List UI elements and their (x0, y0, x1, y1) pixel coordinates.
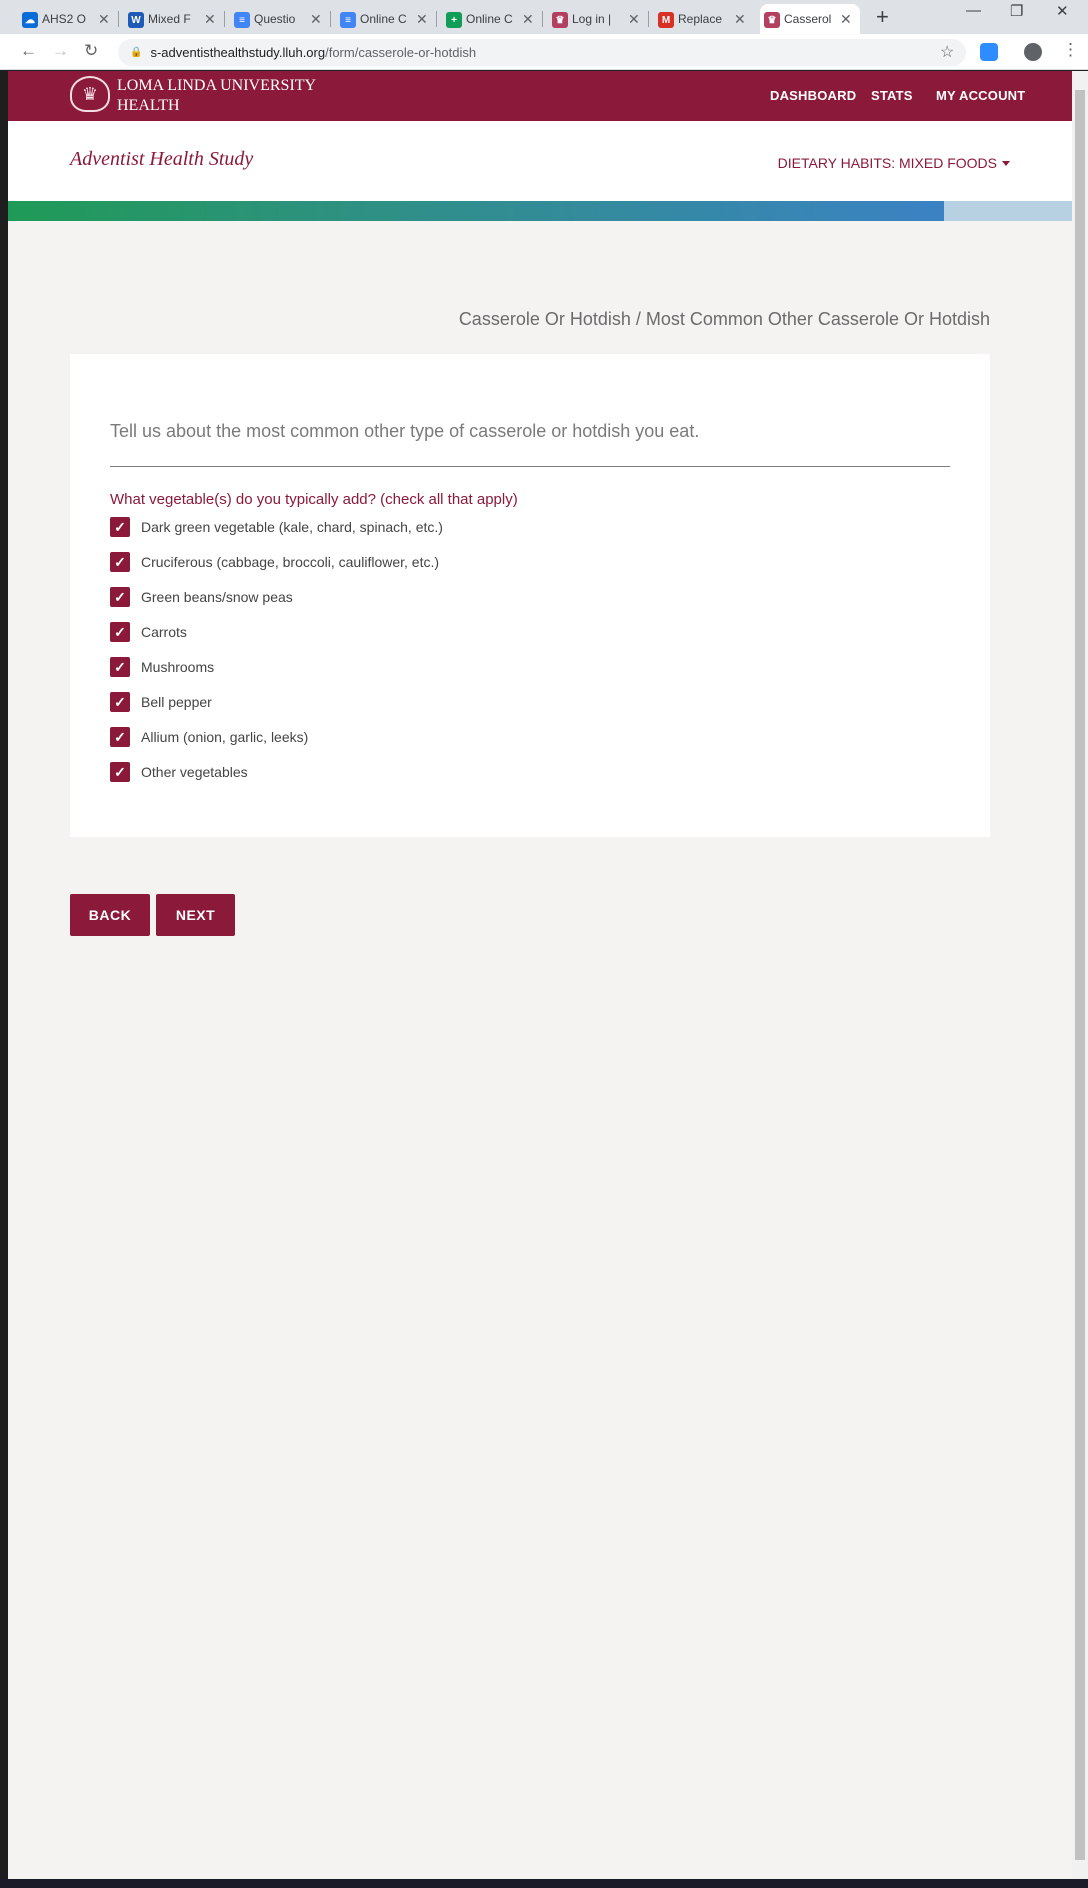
close-window-icon[interactable]: ✕ (1056, 3, 1069, 20)
reload-icon[interactable]: ↻ (84, 41, 99, 60)
question-text: What vegetable(s) do you typically add? (check all that apply) (110, 491, 518, 508)
study-subheader (8, 121, 1072, 201)
nav-dashboard[interactable]: DASHBOARD (770, 88, 857, 103)
profile-avatar-icon[interactable] (1024, 43, 1042, 61)
option-label: Allium (onion, garlic, leeks) (141, 729, 309, 745)
option-bell-pepper[interactable] (110, 692, 212, 712)
os-taskbar (0, 1879, 1088, 1888)
option-cruciferous[interactable] (110, 552, 439, 572)
address-bar[interactable] (118, 39, 966, 66)
docs-icon: ≡ (234, 12, 250, 28)
option-label: Mushrooms (141, 659, 215, 675)
back-arrow-icon[interactable]: ← (20, 41, 37, 60)
nav-my-account[interactable]: MY ACCOUNT (936, 88, 1026, 103)
llu-seal-icon: ♛ (552, 12, 568, 28)
checkbox-checked[interactable]: ✓ (110, 762, 130, 782)
university-name-line2: HEALTH (117, 97, 180, 114)
tab-title: Questio (254, 12, 296, 26)
section-dropdown[interactable] (778, 155, 1010, 171)
url-host: s-adventisthealthstudy.lluh.org (150, 45, 326, 60)
browser-tab-strip (0, 0, 1088, 34)
browser-menu-icon[interactable]: ⋮ (1062, 40, 1079, 59)
tab-title: Casserol (784, 12, 832, 26)
checkbox-checked[interactable]: ✓ (110, 622, 130, 642)
llu-seal-logo-icon[interactable]: ♛ (70, 76, 110, 112)
tab-title: Online C (360, 12, 407, 26)
close-tab-icon[interactable]: ✕ (522, 10, 534, 27)
checkbox-checked[interactable]: ✓ (110, 727, 130, 747)
form-breadcrumb: Casserole Or Hotdish / Most Common Other Casserole Or Hotdish (458, 309, 990, 329)
checkbox-checked[interactable]: ✓ (110, 517, 130, 537)
tab-title: Log in | (572, 12, 612, 26)
browser-tab[interactable] (336, 4, 436, 34)
university-name[interactable] (117, 76, 347, 116)
option-other-vegetables[interactable] (110, 762, 248, 782)
new-tab-icon[interactable]: + (876, 4, 889, 29)
university-name-line1: LOMA LINDA UNIVERSITY (117, 77, 317, 94)
option-allium[interactable] (110, 727, 308, 747)
close-tab-icon[interactable]: ✕ (98, 10, 110, 27)
option-label: Green beans/snow peas (141, 589, 293, 605)
browser-toolbar (0, 34, 1088, 70)
desktop-edge (0, 71, 8, 1879)
browser-tab-active[interactable] (760, 4, 860, 34)
browser-tab[interactable] (654, 4, 754, 34)
forward-arrow-icon[interactable]: → (52, 41, 69, 60)
question-card (70, 354, 990, 837)
close-tab-icon[interactable]: ✕ (840, 10, 852, 27)
gmail-icon: M (658, 12, 674, 28)
bookmark-star-icon[interactable]: ☆ (940, 44, 955, 61)
sheets-icon: + (446, 12, 462, 28)
url-path: /form/casserole-or-hotdish (325, 45, 477, 60)
tab-title: AHS2 O (42, 12, 87, 26)
checkbox-checked[interactable]: ✓ (110, 657, 130, 677)
option-label: Other vegetables (141, 764, 248, 780)
minimize-icon[interactable]: — (966, 2, 981, 19)
word-icon: W (128, 12, 144, 28)
browser-tab[interactable] (230, 4, 330, 34)
close-tab-icon[interactable]: ✕ (310, 10, 322, 27)
tab-title: Replace (678, 12, 723, 26)
checkbox-checked[interactable]: ✓ (110, 552, 130, 572)
docs-icon: ≡ (340, 12, 356, 28)
progress-bar-fill (8, 201, 944, 221)
divider (110, 466, 950, 467)
study-title[interactable]: Adventist Health Study (70, 148, 254, 170)
close-tab-icon[interactable]: ✕ (734, 10, 746, 27)
caret-down-icon (1002, 161, 1010, 166)
browser-tab[interactable] (442, 4, 542, 34)
restore-icon[interactable]: ❐ (1010, 3, 1024, 20)
option-label: Bell pepper (141, 694, 212, 710)
zoom-extension-icon[interactable] (980, 43, 998, 61)
checkbox-checked[interactable]: ✓ (110, 587, 130, 607)
section-dropdown-label: DIETARY HABITS: MIXED FOODS (777, 155, 997, 171)
next-button[interactable]: NEXT (156, 894, 235, 936)
nav-stats[interactable]: STATS (871, 88, 913, 103)
back-button[interactable]: BACK (70, 894, 150, 936)
lock-icon: 🔒 (130, 47, 143, 58)
checkbox-checked[interactable]: ✓ (110, 692, 130, 712)
option-label: Carrots (141, 624, 187, 640)
close-tab-icon[interactable]: ✕ (416, 10, 428, 27)
tab-title: Mixed F (148, 12, 191, 26)
browser-tab[interactable] (18, 4, 118, 34)
close-tab-icon[interactable]: ✕ (628, 10, 640, 27)
option-mushrooms[interactable] (110, 657, 214, 677)
option-label: Dark green vegetable (kale, chard, spinach, etc.) (141, 519, 443, 535)
question-intro: Tell us about the most common other type of casserole or hotdish you eat. (110, 421, 700, 441)
option-carrots[interactable] (110, 622, 187, 642)
option-dark-green-vegetable[interactable] (110, 517, 443, 537)
option-label: Cruciferous (cabbage, broccoli, cauliflower, etc.) (141, 554, 440, 570)
close-tab-icon[interactable]: ✕ (204, 10, 216, 27)
onedrive-icon: ☁ (22, 12, 38, 28)
browser-tab[interactable] (124, 4, 224, 34)
browser-tab[interactable] (548, 4, 648, 34)
llu-seal-icon: ♛ (764, 12, 780, 28)
tab-title: Online C (466, 12, 513, 26)
scrollbar-thumb[interactable] (1075, 90, 1085, 1860)
page-viewport (8, 71, 1072, 1879)
option-green-beans[interactable] (110, 587, 293, 607)
progress-bar (8, 201, 1072, 221)
brand-header (8, 71, 1072, 121)
